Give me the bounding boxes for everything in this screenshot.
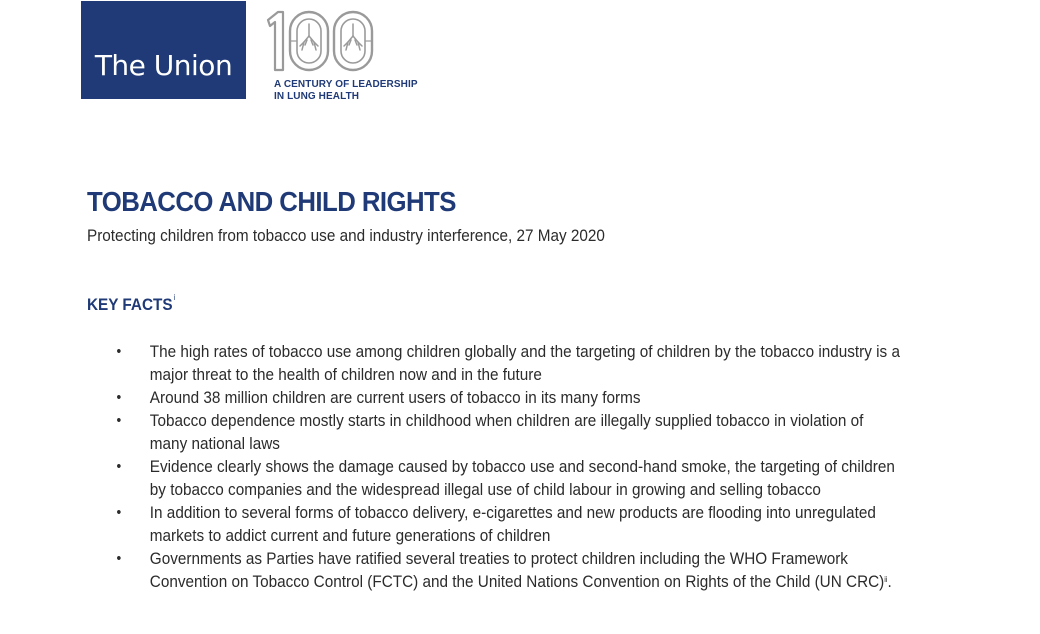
list-item-text: Tobacco dependence mostly starts in childhood when children are illegally supplied tobacco in violation of many national laws	[149, 411, 864, 453]
bullet-icon: •	[116, 550, 122, 567]
list-item-text: The high rates of tobacco use among children globally and the targeting of children by the tobacco industry is a major threat to the health of children now and in the future	[149, 342, 900, 384]
list-item-text: Evidence clearly shows the damage caused by tobacco use and second-hand smoke, the targeting of children by tobacco companies and the widespread illegal use of child labour in growing and selling tobacco	[149, 457, 895, 499]
centenary-digit-one	[268, 12, 283, 70]
key-facts-heading	[87, 295, 175, 315]
bullet-icon: •	[116, 412, 122, 429]
bullet-icon: •	[116, 343, 122, 360]
bullet-icon: •	[116, 504, 122, 521]
list-item	[112, 501, 904, 547]
list-item	[112, 340, 904, 386]
bullet-icon: •	[116, 458, 122, 475]
list-item	[112, 409, 904, 455]
centenary-tagline	[274, 79, 418, 103]
document-title: TOBACCO AND CHILD RIGHTS	[87, 186, 456, 217]
key-facts-heading-text: KEY FACTS	[87, 295, 173, 314]
list-item	[112, 455, 904, 501]
union-logo	[81, 1, 246, 99]
document-subtitle: Protecting children from tobacco use and industry interference, 27 May 2020	[87, 226, 605, 245]
list-item-text: Around 38 million children are current users of tobacco in its many forms	[149, 388, 641, 407]
list-item-text: Governments as Parties have ratified several treaties to protect children including the WHO Framework Convention on Tobacco Control (FCTC) and the United Nations Convention on Rights of the Child (UN CRC)	[149, 549, 885, 591]
list-item	[112, 386, 904, 409]
list-item-text: In addition to several forms of tobacco delivery, e-cigarettes and new products are flooding into unregulated markets to addict current and future generations of children	[149, 503, 876, 545]
key-facts-list	[112, 340, 904, 593]
lungs-icon	[300, 24, 318, 50]
centenary-number	[264, 6, 384, 78]
list-item-trailing: .	[887, 572, 892, 591]
bullet-icon: •	[116, 389, 122, 406]
centenary-logo	[264, 6, 418, 102]
centenary-tagline-line1: A CENTURY OF LEADERSHIP	[274, 79, 418, 90]
list-item	[112, 547, 904, 593]
centenary-tagline-line2: IN LUNG HEALTH	[274, 91, 360, 102]
union-logo-text: The Union	[94, 48, 233, 82]
footnote-ref: ii	[884, 575, 888, 584]
key-facts-footnote-ref: i	[173, 293, 176, 302]
